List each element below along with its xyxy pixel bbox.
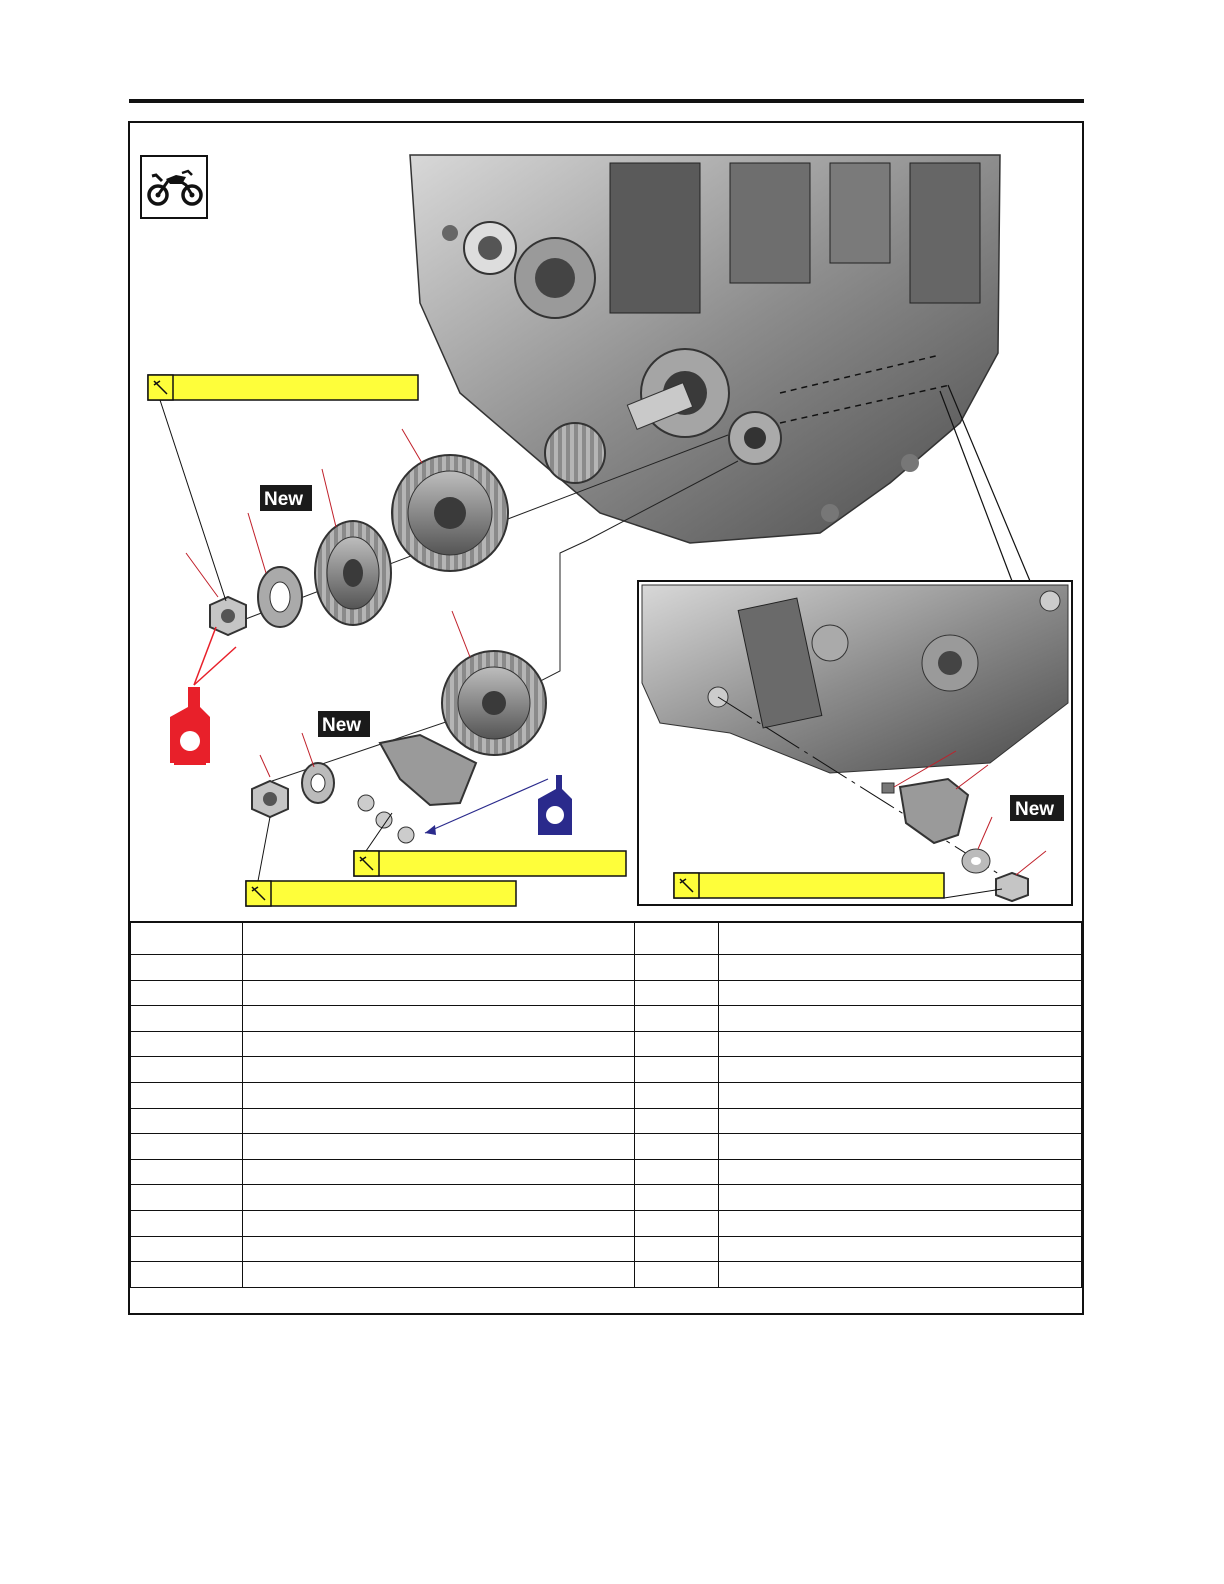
plate-lower — [380, 735, 476, 805]
lock-washer-lower — [302, 763, 334, 803]
table-cell — [131, 1108, 243, 1134]
table-row — [131, 1236, 1082, 1262]
table-cell — [131, 1082, 243, 1108]
gear-small-upper — [315, 521, 391, 625]
illustration-canvas — [130, 123, 1082, 921]
table-row — [131, 1210, 1082, 1236]
table-cell — [242, 1057, 635, 1083]
table-cell — [131, 1159, 243, 1185]
table-cell — [635, 1082, 719, 1108]
table-cell — [719, 980, 1082, 1006]
table-row — [131, 1108, 1082, 1134]
table-cell — [131, 980, 243, 1006]
torque-callout-lower-right — [354, 813, 626, 876]
table-row — [131, 1082, 1082, 1108]
table-cell — [719, 1031, 1082, 1057]
table-cell — [719, 1006, 1082, 1032]
table-row — [131, 980, 1082, 1006]
table-cell — [719, 1057, 1082, 1083]
table-cell — [242, 1262, 635, 1288]
table-cell — [131, 1262, 243, 1288]
table-cell — [131, 1006, 243, 1032]
nut-lower — [252, 781, 288, 817]
table-cell — [719, 1210, 1082, 1236]
table-cell — [635, 1031, 719, 1057]
table-row — [131, 1057, 1082, 1083]
table-cell — [635, 1134, 719, 1160]
table-cell — [635, 1006, 719, 1032]
table-cell — [131, 1210, 243, 1236]
header-rule — [129, 99, 1084, 103]
table-cell — [635, 1057, 719, 1083]
diagram-frame — [128, 121, 1084, 1315]
inset-detail — [638, 581, 1072, 905]
table-cell — [242, 1031, 635, 1057]
table-cell — [131, 922, 243, 955]
table-cell — [242, 1006, 635, 1032]
table-cell — [635, 922, 719, 955]
table-cell — [635, 980, 719, 1006]
table-cell — [131, 1185, 243, 1211]
new-badge-upper — [260, 485, 312, 511]
table-cell — [242, 1210, 635, 1236]
table-cell — [242, 1108, 635, 1134]
table-cell — [242, 1185, 635, 1211]
table-cell — [635, 1108, 719, 1134]
gear-large-upper — [392, 455, 508, 571]
table-cell — [242, 1082, 635, 1108]
table-cell — [242, 1134, 635, 1160]
table-cell — [131, 1134, 243, 1160]
table-row — [131, 1134, 1082, 1160]
bolts-lower — [358, 795, 414, 843]
table-row — [131, 922, 1082, 955]
table-row — [131, 1159, 1082, 1185]
table-cell — [719, 1262, 1082, 1288]
washer-upper — [258, 567, 302, 627]
table-cell — [719, 922, 1082, 955]
table-row — [131, 1262, 1082, 1288]
svg-text:New: New — [1015, 799, 1055, 820]
table-cell — [719, 1108, 1082, 1134]
table-cell — [719, 1185, 1082, 1211]
table-row — [131, 1006, 1082, 1032]
table-cell — [719, 1082, 1082, 1108]
table-cell — [242, 955, 635, 981]
parts-table — [130, 921, 1082, 1288]
table-cell — [242, 1159, 635, 1185]
new-badge-lower — [318, 711, 370, 737]
exploded-view-figure — [130, 123, 1082, 921]
table-cell — [242, 1236, 635, 1262]
table-row — [131, 1185, 1082, 1211]
table-cell — [635, 1159, 719, 1185]
table-row — [131, 1031, 1082, 1057]
table-cell — [131, 1236, 243, 1262]
new-badge-inset — [1010, 795, 1064, 821]
engine-oil-icon — [170, 627, 236, 765]
table-cell — [242, 980, 635, 1006]
table-row — [131, 955, 1082, 981]
table-cell — [635, 1185, 719, 1211]
thread-locking-agent-icon — [538, 775, 572, 835]
table-cell — [719, 1134, 1082, 1160]
gear-lower — [442, 651, 546, 755]
svg-text:New: New — [322, 715, 362, 736]
table-cell — [635, 1210, 719, 1236]
table-cell — [242, 922, 635, 955]
table-cell — [719, 1159, 1082, 1185]
table-cell — [635, 1236, 719, 1262]
table-cell — [719, 1236, 1082, 1262]
table-cell — [719, 955, 1082, 981]
svg-text:New: New — [264, 489, 304, 510]
table-cell — [635, 1262, 719, 1288]
table-cell — [131, 955, 243, 981]
table-cell — [635, 955, 719, 981]
table-cell — [131, 1031, 243, 1057]
table-cell — [131, 1057, 243, 1083]
